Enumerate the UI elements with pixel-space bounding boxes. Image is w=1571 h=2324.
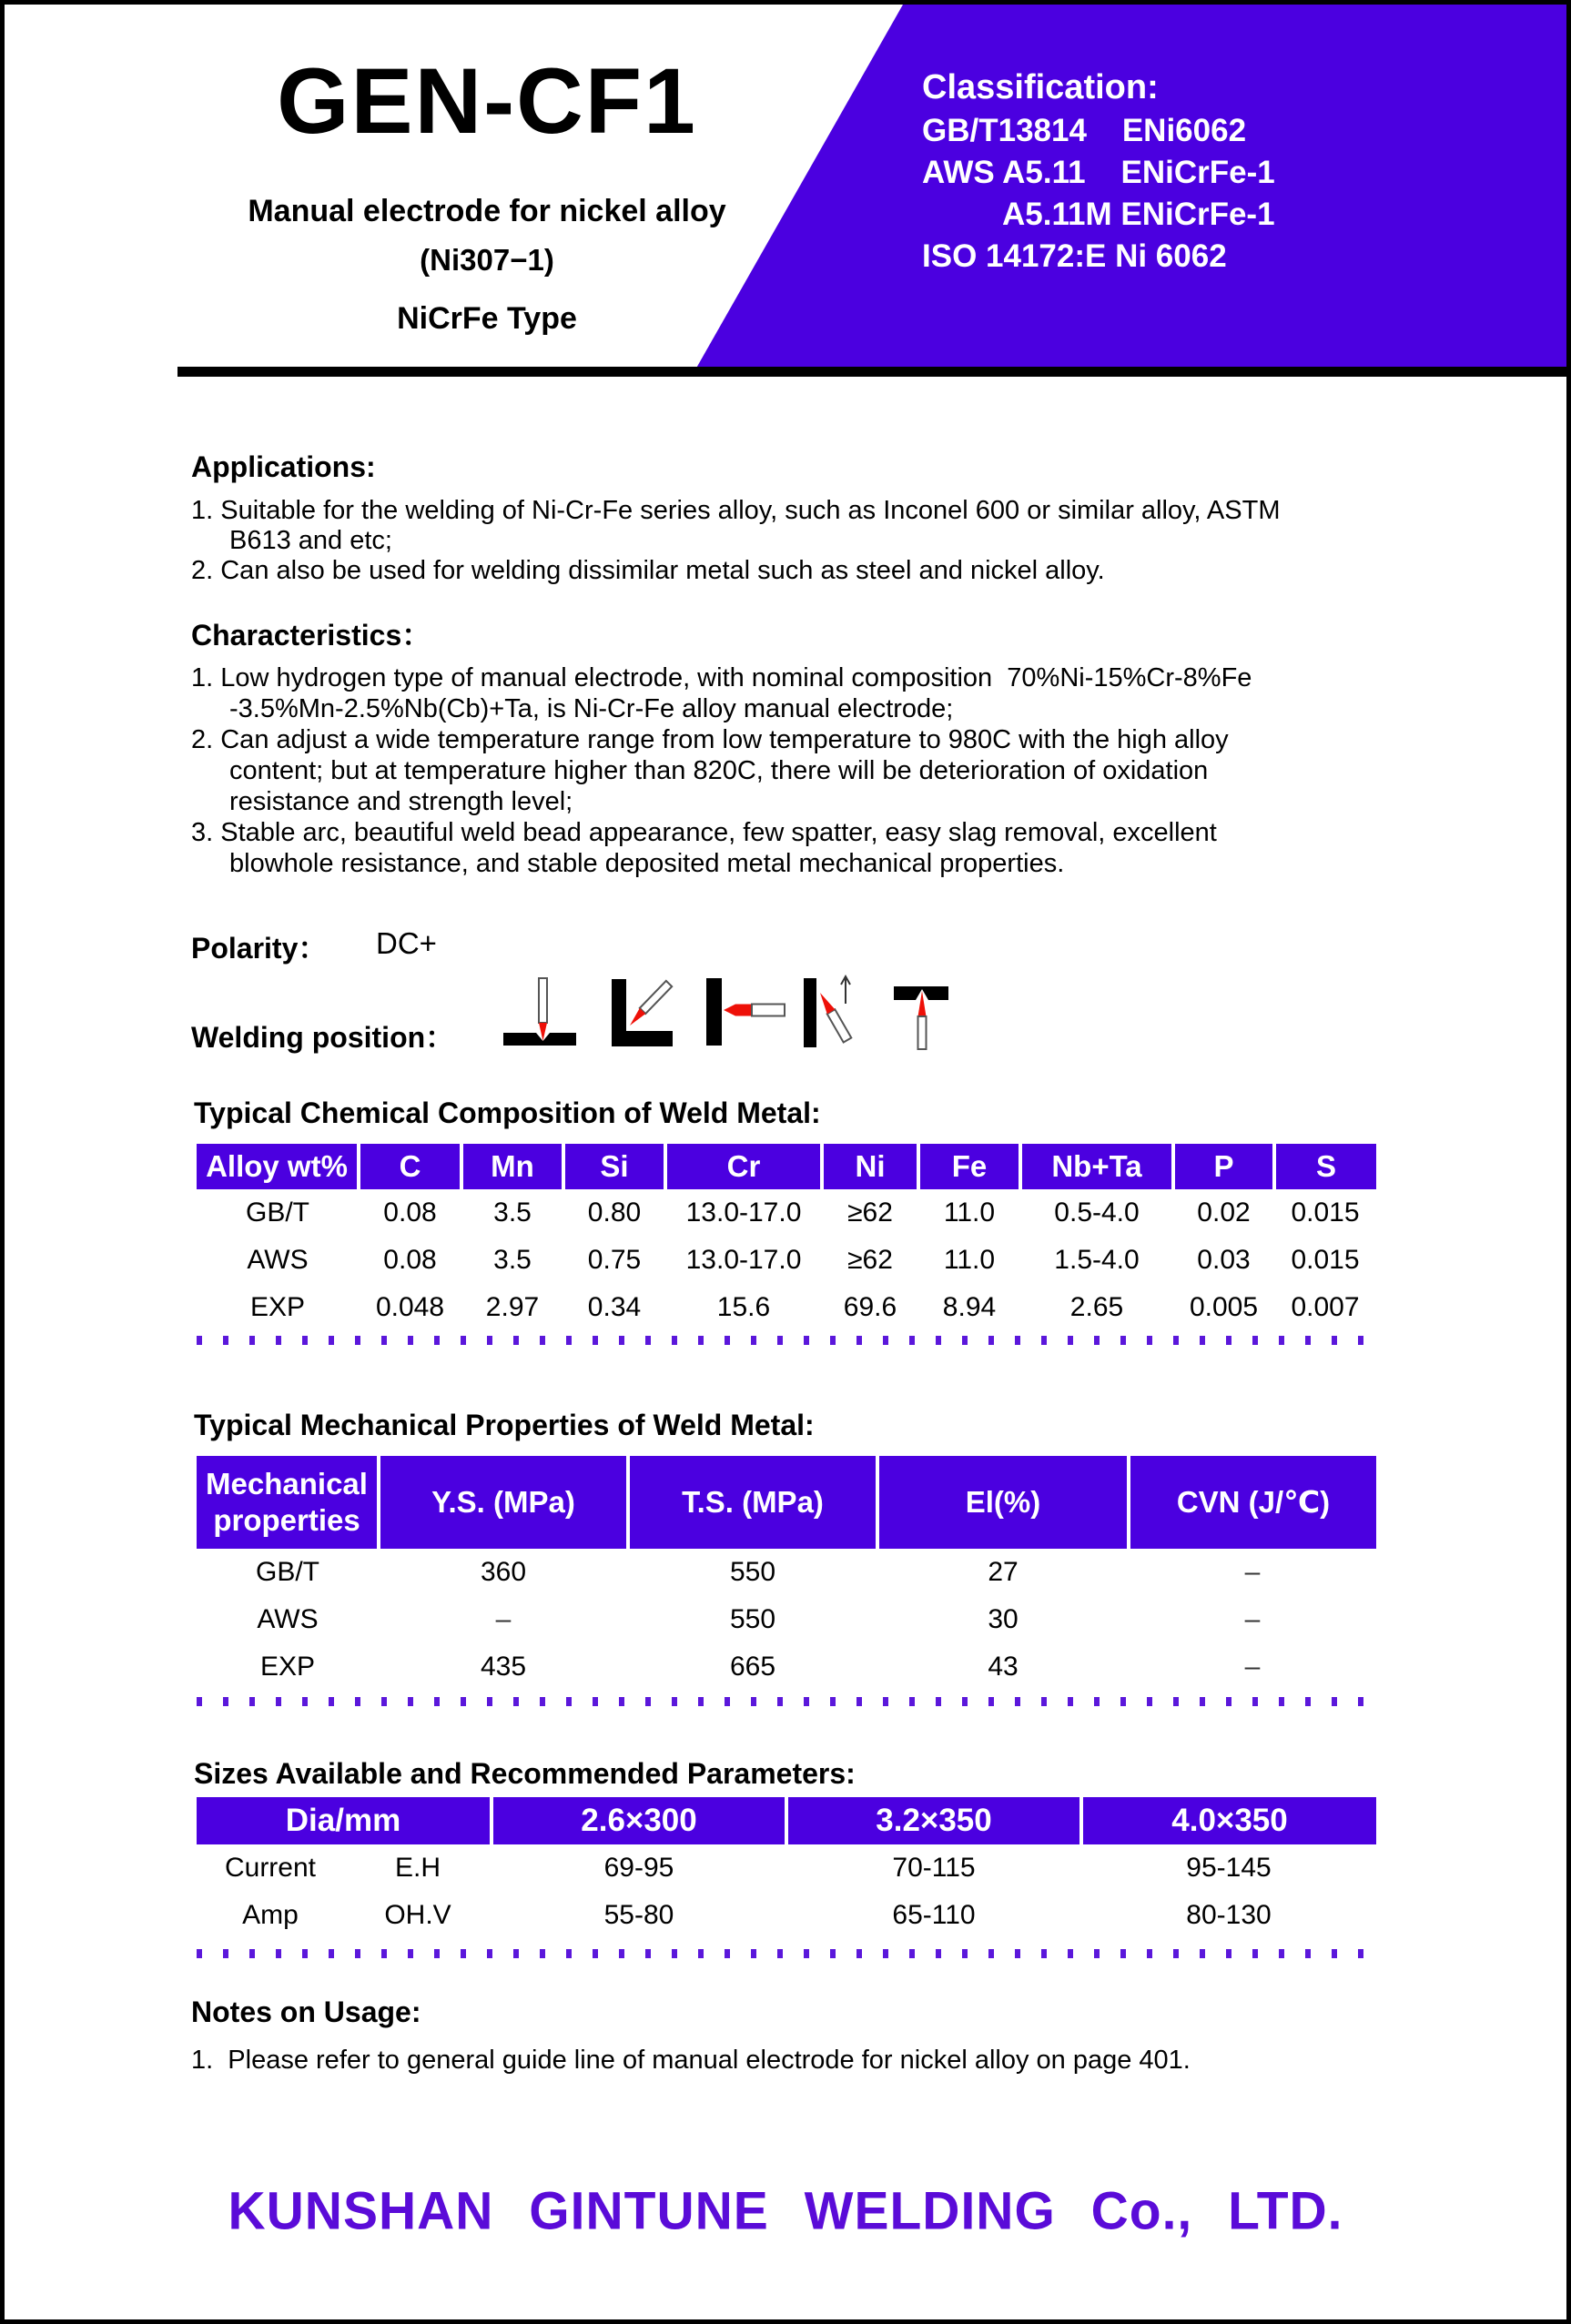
table-row [197,1549,1376,1596]
characteristics-line: resistance and strength level; [229,787,573,816]
overhead-position-icon [894,975,950,1053]
chemical-composition-table [197,1144,1376,1331]
dotted-separator [197,1949,1380,1958]
cell: 43 [988,1652,1019,1682]
cell: 0.08 [383,1245,437,1275]
cell: 3.5 [493,1245,532,1275]
characteristics-line: 1. Low hydrogen type of manual electrode, with nominal composition 70%Ni-15%Cr-8%Fe [191,663,1252,692]
cell: 11.0 [943,1197,996,1228]
classification-line: AWS A5.11 ENiCrFe-1 [922,155,1275,190]
cell: ≥62 [847,1245,893,1275]
table-row [197,1844,1376,1892]
cell: 550 [729,1557,776,1587]
horizontal-fillet-position-icon [609,975,682,1049]
cell: 0.80 [587,1197,642,1228]
current-amp-label-top: Current [224,1853,317,1883]
cell: – [1244,1652,1261,1682]
sub-row-label: E.H [394,1853,441,1883]
cell: 69.6 [843,1292,897,1322]
row-label [197,1892,492,1939]
column-header: Mn [461,1144,563,1189]
cell: – [1244,1557,1261,1587]
cell: 0.015 [1291,1197,1360,1228]
column-header: P [1173,1144,1274,1189]
cell: 69-95 [603,1853,674,1883]
table-header-row [197,1797,1376,1844]
column-header: Dia/mm [197,1797,492,1844]
applications-heading: Applications: [191,450,376,483]
current-amp-label-bottom: Amp [242,1900,299,1930]
column-header: CVN (J/℃) [1129,1456,1376,1549]
cell: 0.34 [587,1292,642,1322]
column-header-line: properties [213,1503,360,1537]
applications-line: B613 and etc; [229,526,392,555]
classification-line: A5.11M ENiCrFe-1 [1002,197,1275,232]
cell: 0.048 [375,1292,445,1322]
row-label: EXP [249,1292,306,1322]
cell: 95-145 [1186,1853,1272,1883]
table-header-row [197,1456,1376,1549]
sub-row-label: OH.V [384,1900,451,1930]
cell: 8.94 [942,1292,997,1322]
column-header: Alloy wt% [197,1144,359,1189]
cell: 0.007 [1291,1292,1360,1322]
column-header: Ni [822,1144,918,1189]
dotted-separator [197,1336,1380,1345]
column-header: Fe [918,1144,1020,1189]
vertical-up-position-icon [802,973,866,1051]
sizes-table [197,1797,1376,1939]
cell: 3.5 [493,1197,532,1228]
sizes-heading: Sizes Available and Recommended Parameters: [194,1757,856,1790]
mechanical-properties-table [197,1456,1376,1691]
product-title: GEN-CF1 [277,49,697,153]
product-type: NiCrFe Type [397,301,577,336]
cell: 550 [729,1604,776,1634]
polarity-label: Polarity： [191,932,328,965]
cell: 0.5-4.0 [1054,1197,1140,1228]
column-header: T.S. (MPa) [628,1456,877,1549]
characteristics-line: 2. Can adjust a wide temperature range from low temperature to 980C with the high alloy [191,725,1229,754]
applications-line: 2. Can also be used for welding dissimilar metal such as steel and nickel alloy. [191,556,1105,585]
column-header: S [1274,1144,1376,1189]
row-label: AWS [247,1245,309,1275]
column-header [197,1456,379,1549]
characteristics-line: content; but at temperature higher than 820C, there will be deterioration of oxidation [229,756,1209,785]
column-header: Nb+Ta [1020,1144,1173,1189]
table-row [197,1892,1376,1939]
polarity-value: DC+ [376,926,437,960]
notes-line: 1. Please refer to general guide line of manual electrode for nickel alloy on page 401. [191,2046,1191,2075]
characteristics-line: blowhole resistance, and stable deposited metal mechanical properties. [229,849,1065,878]
cell: 0.75 [587,1245,642,1275]
table-row [197,1284,1376,1331]
cell: 0.03 [1197,1245,1251,1275]
table-row [197,1237,1376,1284]
dotted-separator [197,1697,1380,1706]
cell: 435 [480,1652,527,1682]
cell: 1.5-4.0 [1054,1245,1140,1275]
table-row [197,1189,1376,1237]
cell: 30 [988,1604,1019,1634]
cell: 65-110 [892,1900,976,1930]
column-header: 3.2×350 [786,1797,1081,1844]
row-label: EXP [259,1652,316,1682]
cell: – [495,1604,512,1634]
header-divider-bar [177,367,1571,377]
cell: ≥62 [847,1197,893,1228]
cell: 0.02 [1197,1197,1251,1228]
characteristics-line: -3.5%Mn-2.5%Nb(Cb)+Ta, is Ni-Cr-Fe alloy manual electrode; [229,694,954,723]
cell: 360 [480,1557,527,1587]
classification-line: GB/T13814 ENi6062 [922,113,1247,148]
product-model: (Ni307−1) [420,243,554,277]
cell: 0.08 [383,1197,437,1228]
cell: 55-80 [603,1900,674,1930]
product-subtitle: Manual electrode for nickel alloy [248,194,726,228]
classification-title: Classification: [922,68,1159,106]
table-row [197,1596,1376,1643]
characteristics-heading: Characteristics： [191,619,431,652]
table-header-row [197,1144,1376,1189]
cell: 11.0 [943,1245,996,1275]
row-label: GB/T [245,1197,309,1228]
applications-line: 1. Suitable for the welding of Ni-Cr-Fe series alloy, such as Inconel 600 or similar alloy, ASTM [191,496,1281,525]
cell: 0.005 [1189,1292,1259,1322]
horizontal-position-icon [704,975,787,1049]
cell: 70-115 [892,1853,976,1883]
chemical-composition-heading: Typical Chemical Composition of Weld Metal: [194,1096,821,1129]
row-label [197,1844,492,1892]
column-header: 2.6×300 [492,1797,786,1844]
cell: 13.0-17.0 [685,1197,802,1228]
cell: 0.015 [1291,1245,1360,1275]
column-header-line: Mechanical [206,1467,368,1500]
characteristics-line: 3. Stable arc, beautiful weld bead appearance, few spatter, easy slag removal, excellent [191,818,1217,847]
row-label: AWS [257,1604,319,1634]
cell: 2.97 [485,1292,540,1322]
welding-position-label: Welding position： [191,1021,455,1054]
cell: – [1244,1604,1261,1634]
column-header: C [359,1144,461,1189]
classification-line: ISO 14172:E Ni 6062 [922,238,1227,274]
cell: 80-130 [1186,1900,1272,1930]
flat-position-icon [503,975,585,1049]
cell: 13.0-17.0 [685,1245,802,1275]
cell: 665 [729,1652,776,1682]
column-header: El(%) [877,1456,1129,1549]
company-name: KUNSHAN GINTUNE WELDING Co., LTD. [228,2181,1343,2241]
row-label: GB/T [255,1557,319,1587]
classification-block [922,65,1275,278]
cell: 27 [988,1557,1019,1587]
column-header: Cr [665,1144,822,1189]
cell: 15.6 [716,1292,771,1322]
column-header: Si [563,1144,665,1189]
column-header: 4.0×350 [1081,1797,1376,1844]
cell: 2.65 [1069,1292,1124,1322]
mechanical-properties-heading: Typical Mechanical Properties of Weld Metal: [194,1409,815,1441]
table-row [197,1643,1376,1691]
column-header: Y.S. (MPa) [379,1456,628,1549]
notes-heading: Notes on Usage: [191,1996,421,2028]
